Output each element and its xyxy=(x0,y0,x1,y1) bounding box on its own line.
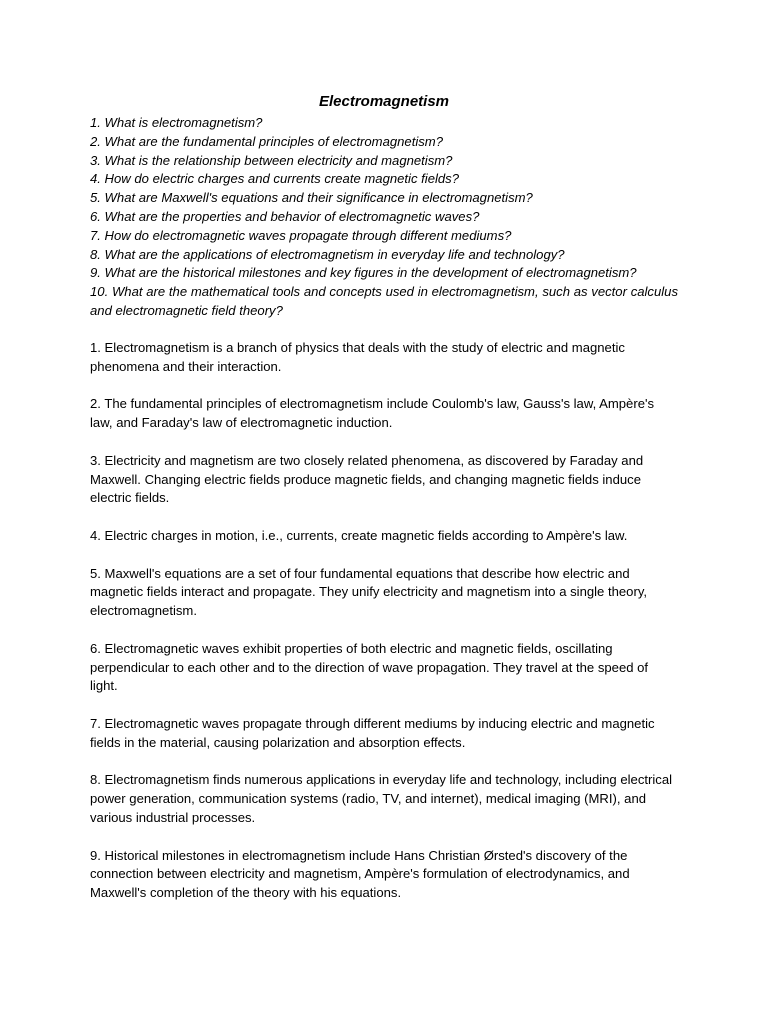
question-item: 5. What are Maxwell's equations and their significance in electromagnetism? xyxy=(90,190,533,206)
question-item: 6. What are the properties and behavior of electromagnetic waves? xyxy=(90,208,480,224)
answer-paragraph: 7. Electromagnetic waves propagate through different mediums by inducing electric and magnetic fields in the material, causing polarization and absorption effects. xyxy=(90,715,655,750)
answer-list xyxy=(90,339,678,922)
question-item: 3. What is the relationship between electricity and magnetism? xyxy=(90,152,453,168)
question-item: 1. What is electromagnetism? xyxy=(90,115,263,130)
answer-paragraph: 9. Historical milestones in electromagnetism include Hans Christian Ørsted's discovery of the connection between electricity and magnetism, Ampère's formulation of electrodynamics, and Maxwell's completion of the theory with his equations. xyxy=(90,847,630,901)
answer-paragraph: 5. Maxwell's equations are a set of four fundamental equations that describe how electric and magnetic fields interact and propagate. They unify electricity and magnetism into a single theory, electromagnetism. xyxy=(90,565,648,619)
answer-paragraph: 3. Electricity and magnetism are two closely related phenomena, as discovered by Faraday and Maxwell. Changing electric fields produce magnetic fields, and changing magnetic fields induce electric fields. xyxy=(90,452,644,506)
answer-paragraph: 4. Electric charges in motion, i.e., currents, create magnetic fields according to Ampère's law. xyxy=(90,527,628,543)
answer-paragraph: 2. The fundamental principles of electromagnetism include Coulomb's law, Gauss's law, Ampère's law, and Faraday's law of electromagnetic induction. xyxy=(90,396,655,431)
question-item: 9. What are the historical milestones and key figures in the development of electromagnetism? xyxy=(90,265,637,281)
answer-paragraph: 6. Electromagnetic waves exhibit properties of both electric and magnetic fields, oscillating perpendicular to each other and to the direction of wave propagation. They travel at the speed of light. xyxy=(90,640,649,694)
question-item: 2. What are the fundamental principles of electromagnetism? xyxy=(90,133,443,149)
answer-paragraph: 1. Electromagnetism is a branch of physics that deals with the study of electric and magnetic phenomena and their interaction. xyxy=(90,340,625,374)
question-item: 8. What are the applications of electromagnetism in everyday life and technology? xyxy=(90,246,565,262)
question-list xyxy=(90,114,678,321)
question-item: 10. What are the mathematical tools and concepts used in electromagnetism, such as vector calculus and electromagnetic field theory? xyxy=(90,284,678,318)
question-item: 4. How do electric charges and currents create magnetic fields? xyxy=(90,171,459,187)
document-title: Electromagnetism xyxy=(318,93,450,110)
answer-paragraph: 8. Electromagnetism finds numerous applications in everyday life and technology, including electrical power generation, communication systems (radio, TV, and internet), medical imaging (MRI), and various industrial processes. xyxy=(90,772,673,825)
question-item: 7. How do electromagnetic waves propagate through different mediums? xyxy=(90,227,512,243)
